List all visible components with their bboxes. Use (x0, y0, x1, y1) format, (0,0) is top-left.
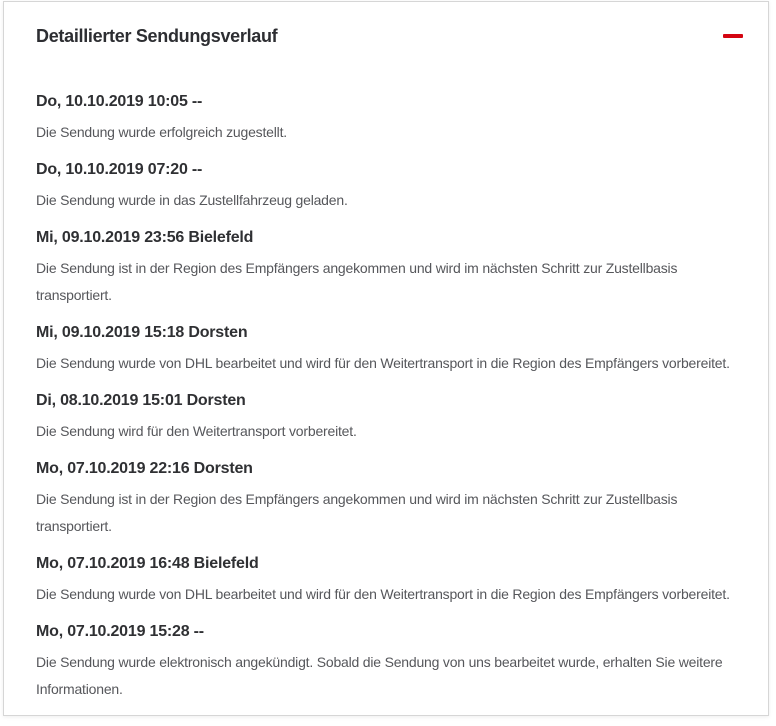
event-description: Die Sendung wurde von DHL bearbeitet und wird für den Weitertransport in die Region des Empfängers vorbereitet. (36, 586, 730, 602)
panel-title: Detaillierter Sendungsverlauf (36, 26, 278, 46)
event-timestamp: Do, 10.10.2019 07:20 -- (36, 161, 203, 178)
tracking-event (36, 390, 736, 445)
tracking-event (36, 227, 736, 309)
shipment-history-panel (3, 1, 769, 716)
collapse-minus-icon[interactable] (723, 34, 743, 38)
event-description: Die Sendung wurde elektronisch angekündigt. Sobald die Sendung von uns bearbeitet wurde, erhalten Sie weitere Informationen. (36, 654, 723, 697)
event-timestamp: Mo, 07.10.2019 15:28 -- (36, 623, 204, 640)
accordion-header[interactable] (36, 24, 736, 48)
tracking-event (36, 553, 736, 608)
event-description: Die Sendung wurde von DHL bearbeitet und wird für den Weitertransport in die Region des Empfängers vorbereitet. (36, 355, 730, 371)
event-timestamp: Mi, 09.10.2019 15:18 Dorsten (36, 324, 248, 341)
tracking-event (36, 322, 736, 377)
event-timestamp: Mo, 07.10.2019 16:48 Bielefeld (36, 555, 259, 572)
event-timestamp: Mo, 07.10.2019 22:16 Dorsten (36, 460, 253, 477)
tracking-event (36, 621, 736, 703)
event-list (36, 91, 736, 703)
event-description: Die Sendung wurde erfolgreich zugestellt. (36, 124, 287, 140)
event-description: Die Sendung ist in der Region des Empfängers angekommen und wird im nächsten Schritt zur Zustellbasis transportiert. (36, 260, 678, 303)
event-description: Die Sendung wird für den Weitertransport vorbereitet. (36, 423, 357, 439)
event-timestamp: Di, 08.10.2019 15:01 Dorsten (36, 392, 246, 409)
tracking-event (36, 91, 736, 146)
event-timestamp: Do, 10.10.2019 10:05 -- (36, 93, 203, 110)
event-timestamp: Mi, 09.10.2019 23:56 Bielefeld (36, 229, 254, 246)
tracking-event (36, 159, 736, 214)
tracking-event (36, 458, 736, 540)
event-description: Die Sendung ist in der Region des Empfängers angekommen und wird im nächsten Schritt zur Zustellbasis transportiert. (36, 491, 678, 534)
event-description: Die Sendung wurde in das Zustellfahrzeug geladen. (36, 192, 348, 208)
